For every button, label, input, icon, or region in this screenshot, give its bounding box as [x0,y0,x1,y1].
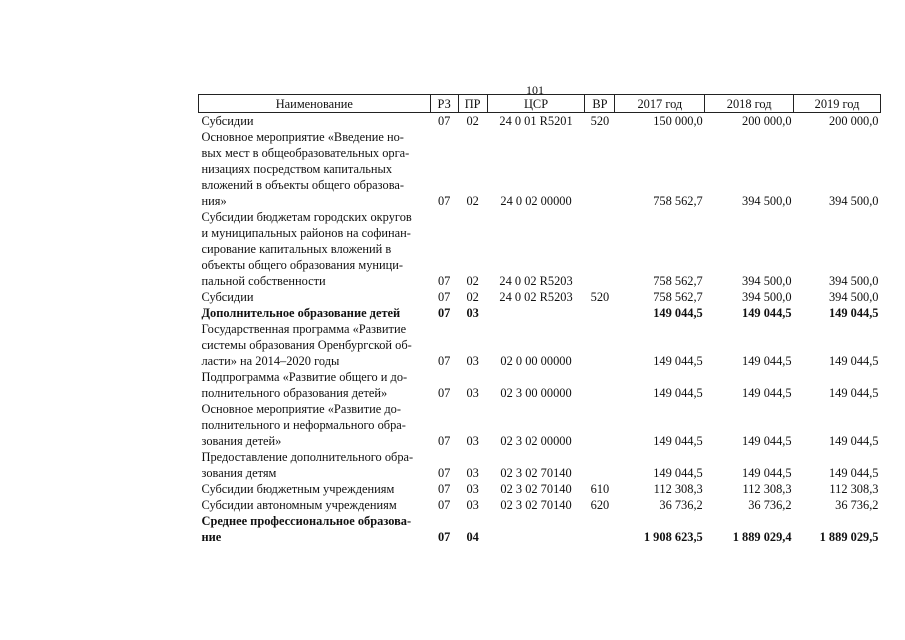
row-name-line: Государственная программа «Развитие [201,322,407,336]
table-row [199,113,881,130]
row-pr: 03 [466,434,479,448]
row-csr: 02 3 02 70140 [500,498,572,512]
row-csr [487,513,585,545]
row-vr: 520 [590,114,610,128]
row-2017: 149 044,5 [653,354,703,368]
table-row [199,481,881,497]
row-csr: 02 3 02 70140 [500,466,572,480]
row-name-line: Среднее профессиональное образова- [201,514,412,528]
row-csr [487,305,585,321]
header-name: Наименование [199,95,431,113]
row-rz: 07 [437,274,451,288]
row-name [199,209,431,289]
row-2018: 149 044,5 [742,466,792,480]
row-vr [585,209,615,289]
header-pr: ПР [458,95,487,113]
row-name-line: Предоставление дополнительного обра- [201,450,414,464]
row-name-line: ласти» на 2014–2020 годы [201,354,340,368]
row-2017: 36 736,2 [659,498,703,512]
row-2017: 1 908 623,5 [643,530,703,544]
row-name-line: Субсидии бюджетам городских округов [201,210,412,224]
header-vr: ВР [585,95,615,113]
table-row [199,497,881,513]
row-2018: 112 308,3 [742,482,792,496]
row-pr: 02 [466,274,479,288]
header-2018: 2018 год [705,95,794,113]
row-name [199,305,431,321]
row-vr [585,449,615,481]
row-name-line: Дополнительное образование детей [201,306,401,320]
row-vr [585,369,615,401]
row-name-line: Субсидии бюджетным учреждениям [201,482,395,496]
table-row [199,449,881,481]
row-2017: 149 044,5 [653,466,703,480]
header-csr: ЦСР [487,95,585,113]
row-name-line: ние [201,530,222,544]
row-name-line: пальной собственности [201,274,326,288]
row-rz: 07 [437,498,451,512]
row-2018: 149 044,5 [742,354,792,368]
row-vr [585,321,615,369]
table-row [199,321,881,369]
row-name-line: вложений в объекты общего образова- [201,178,405,192]
row-pr: 03 [466,354,479,368]
table-row [199,401,881,449]
row-2017: 758 562,7 [653,274,703,288]
row-csr: 02 3 02 70140 [500,482,572,496]
row-name [199,289,431,305]
row-2017: 149 044,5 [653,306,703,320]
row-2017: 149 044,5 [653,386,703,400]
row-pr: 03 [466,498,479,512]
row-2019: 394 500,0 [828,274,879,288]
row-pr: 03 [466,306,479,320]
row-rz: 07 [437,354,451,368]
row-2019: 149 044,5 [828,386,879,400]
row-pr: 02 [466,290,479,304]
row-vr [585,129,615,209]
row-pr: 03 [466,466,479,480]
table-row [199,513,881,545]
row-name [199,369,431,401]
row-name-line: низациях посредством капитальных [201,162,393,176]
row-rz: 07 [437,290,451,304]
table-row [199,369,881,401]
row-2018: 394 500,0 [742,194,792,208]
row-2019: 394 500,0 [828,194,879,208]
header-rz: РЗ [430,95,458,113]
row-name-line: Основное мероприятие «Развитие до- [201,402,401,416]
row-2018: 149 044,5 [742,386,792,400]
row-name [199,113,431,130]
row-2019: 149 044,5 [828,354,879,368]
row-name-line: Основное мероприятие «Введение но- [201,130,404,144]
row-name-line: ния» [201,194,227,208]
table-body [199,113,881,546]
row-rz: 07 [437,530,451,544]
row-name-line: Субсидии [201,290,254,304]
row-name [199,449,431,481]
row-rz: 07 [437,306,451,320]
row-name-line: объекты общего образования муници- [201,258,404,272]
row-name [199,513,431,545]
row-2019: 112 308,3 [829,482,879,496]
row-2017: 150 000,0 [653,114,703,128]
row-rz: 07 [437,194,451,208]
row-name-line: зования детей» [201,434,282,448]
row-pr: 03 [466,386,479,400]
row-rz: 07 [437,482,451,496]
row-name-line: зования детям [201,466,277,480]
row-vr [585,305,615,321]
row-vr: 610 [590,482,610,496]
row-csr: 02 3 02 00000 [500,434,572,448]
row-2018: 394 500,0 [742,290,792,304]
row-csr: 24 0 02 R5203 [499,290,573,304]
row-name-line: полнительного образования детей» [201,386,388,400]
row-name-line: вых мест в общеобразовательных орга- [201,146,410,160]
row-2019: 149 044,5 [828,434,879,448]
row-2019: 149 044,5 [828,306,879,320]
row-name-line: и муниципальных районов на софинан- [201,226,411,240]
row-csr: 02 3 00 00000 [500,386,572,400]
row-rz: 07 [437,386,451,400]
row-2019: 1 889 029,5 [819,530,879,544]
row-2018: 149 044,5 [742,306,792,320]
header-row [199,95,881,113]
row-2017: 758 562,7 [653,194,703,208]
row-vr: 620 [590,498,610,512]
row-2017: 758 562,7 [653,290,703,304]
row-csr: 24 0 01 R5201 [499,114,573,128]
row-pr: 02 [466,194,479,208]
row-2018: 1 889 029,4 [732,530,792,544]
table-header [199,95,881,113]
table-row [199,129,881,209]
table-row [199,289,881,305]
row-2018: 36 736,2 [748,498,792,512]
row-pr: 04 [466,530,479,544]
header-2019: 2019 год [794,95,881,113]
row-rz: 07 [437,466,451,480]
table-row [199,305,881,321]
row-name [199,401,431,449]
row-2019: 36 736,2 [835,498,879,512]
row-csr: 02 0 00 00000 [500,354,572,368]
header-2017: 2017 год [615,95,705,113]
row-2019: 200 000,0 [828,114,879,128]
row-vr: 520 [590,290,610,304]
row-rz: 07 [437,434,451,448]
row-pr: 02 [466,114,479,128]
budget-table [198,94,881,545]
row-2018: 394 500,0 [742,274,792,288]
row-name-line: полнительного и неформального обра- [201,418,406,432]
table-row [199,209,881,289]
row-name-line: Подпрограмма «Развитие общего и до- [201,370,408,384]
row-name-line: Субсидии [201,114,254,128]
row-2018: 149 044,5 [742,434,792,448]
row-csr: 24 0 02 00000 [500,194,572,208]
page-number: 101 [526,83,544,97]
row-csr: 24 0 02 R5203 [499,274,573,288]
row-2017: 112 308,3 [653,482,703,496]
row-name [199,129,431,209]
row-name [199,497,431,513]
row-name [199,321,431,369]
row-rz: 07 [437,114,451,128]
row-2019: 394 500,0 [828,290,879,304]
row-name [199,481,431,497]
row-name-line: Субсидии автономным учреждениям [201,498,397,512]
row-2018: 200 000,0 [742,114,792,128]
row-vr [585,513,615,545]
row-vr [585,401,615,449]
row-name-line: системы образования Оренбургской об- [201,338,412,352]
row-2017: 149 044,5 [653,434,703,448]
row-2019: 149 044,5 [828,466,879,480]
row-pr: 03 [466,482,479,496]
row-name-line: сирование капитальных вложений в [201,242,392,256]
